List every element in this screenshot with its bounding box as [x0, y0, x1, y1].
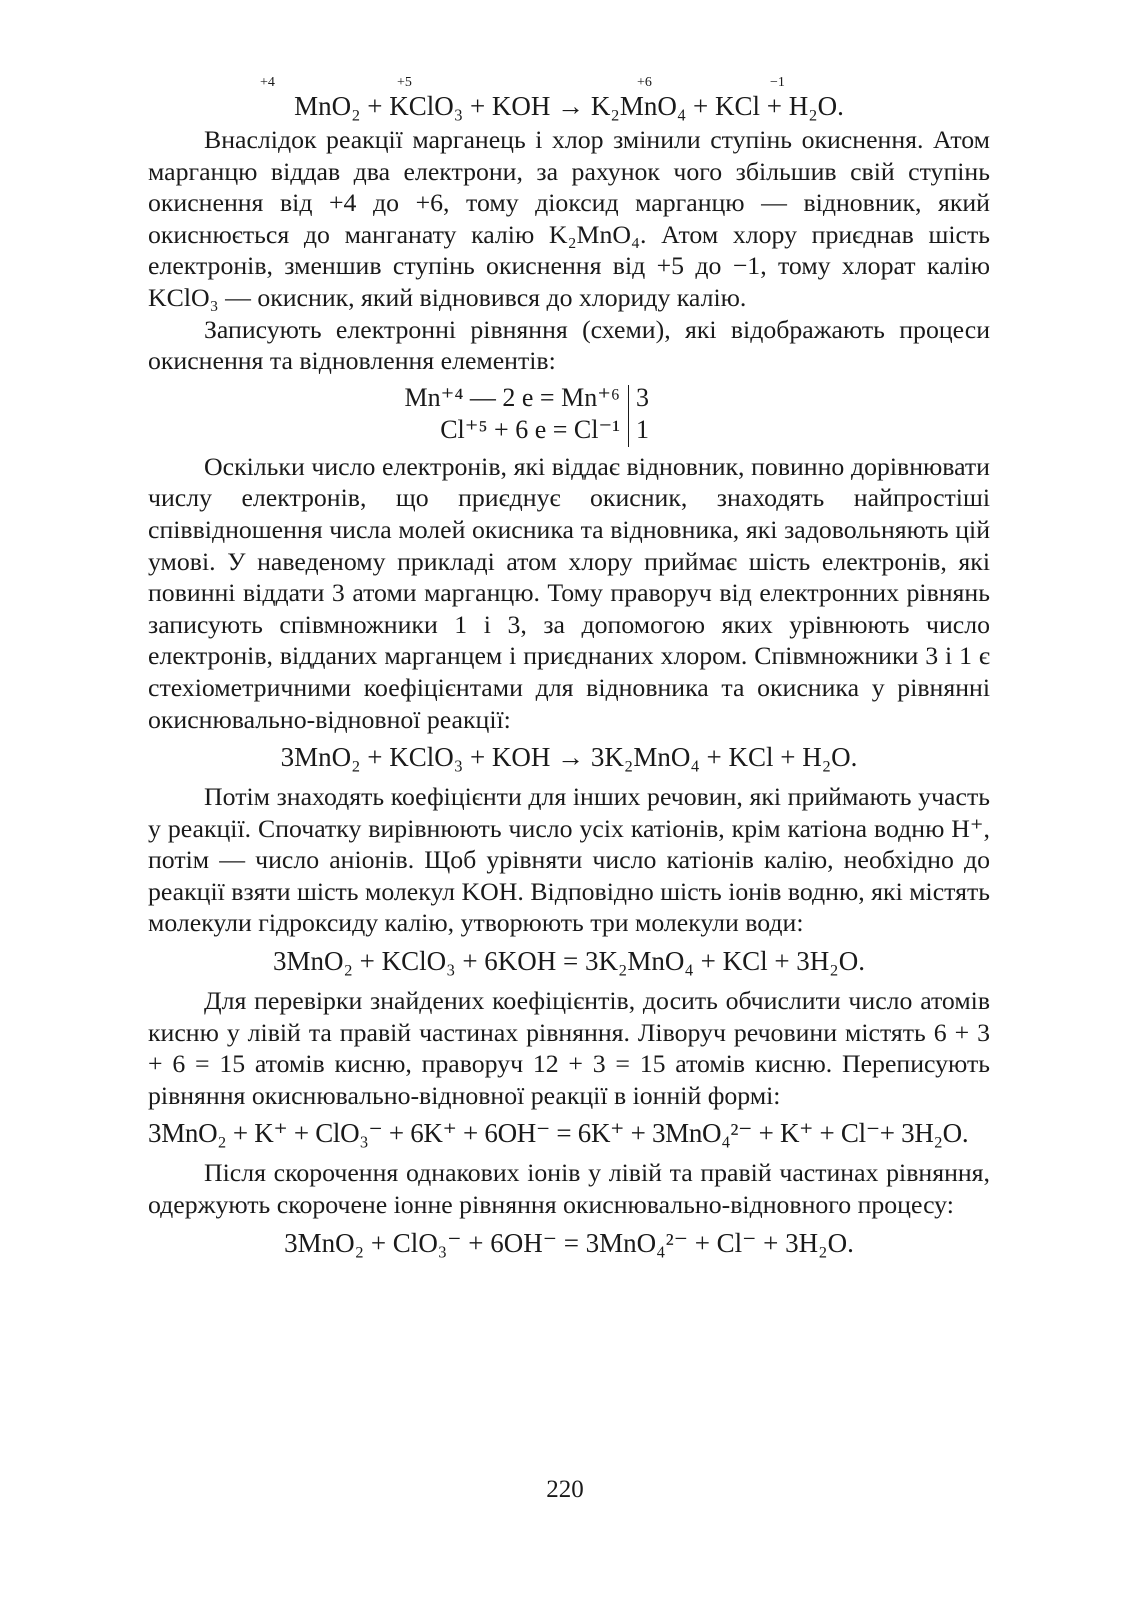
electron-scheme-row-cl: [440, 415, 620, 445]
paragraph-coefficients: Потім знаходять коефіцієнти для інших речовин, які приймають участь у реакції. Спочатку вирівнюють число усіх катіонів, крім катіона водню H⁺, потім — число аніонів. Щоб урівняти число катіонів калію, необхідно до реакції взяти шість молекул KOH. Відповідно шість іонів водню, які містять молекули гідроксиду калію, утворюють три молекули води:: [148, 782, 990, 938]
electron-scheme-row-cl-text: Cl⁺⁵ + 6 e = Cl⁻¹: [440, 414, 620, 444]
page-content: [148, 72, 990, 1267]
paragraph-electron-balance: Оскільки число електронів, які віддає відновник, повинно дорівнювати числу електронів, що приєднує окисник, знаходять найпростіші співвідношення числа молей окисника та відновника, які задовольняють цій умові. У наведеному прикладі атом хлору приймає шість електронів, які повинні віддати 3 атоми марганцю. Тому праворуч від електронних рівнянь записують співмножники 1 і 3, за допомогою яких урівнюють число електронів, відданих марганцем і приєднаних хлором. Співмножники 3 і 1 є стехіометричними коефіцієнтами для відновника та окисника у рівнянні окиснювально-відновної реакції:: [148, 451, 990, 734]
oxidation-state-cl-reactant: +5: [397, 75, 412, 90]
equation-1-text: MnO₂ + KClO₃ + KOH → K₂MnO₄ + KCl + H₂O.: [294, 91, 844, 121]
electron-scheme-row-mn-text: Mn⁺⁴ — 2 e = Mn⁺⁶: [404, 382, 620, 412]
equation-3: 3MnO₂ + KClO₃ + 6KOH = 3K₂MnO₄ + KCl + 3H₂O.: [273, 946, 865, 977]
electron-scheme-row-mn: [404, 383, 620, 413]
equation-4-ionic: 3MnO₂ + K⁺ + ClO₃⁻ + 6K⁺ + 6OH⁻ = 6K⁺ + 3MnO₄²⁻ + K⁺ + Cl⁻+ 3H₂O.: [148, 1118, 969, 1149]
equation-2: 3MnO₂ + KClO₃ + KOH → 3K₂MnO₄ + KCl + H₂O.: [280, 742, 858, 773]
scheme-divider-line: [628, 385, 629, 447]
page-number: 220: [546, 1476, 584, 1503]
multiplier-mn: 3: [636, 382, 649, 412]
paragraph-oxygen-check: Для перевірки знайдених коефіцієнтів, досить обчислити число атомів кисню у лівій та правій частинах рівняння. Ліворуч речовини містять 6 + 3 + 6 = 15 атомів кисню, праворуч 12 + 3 = 15 атомів кисню. Переписують рівняння окиснювально-відновної реакції в іонній формі:: [148, 986, 990, 1110]
oxidation-state-mn-reactant: +4: [260, 75, 275, 90]
paragraph-electron-equations-intro: Записують електронні рівняння (схеми), які відображають процеси окиснення та відновлення елементів:: [148, 314, 990, 376]
multiplier-cl: 1: [636, 414, 649, 444]
paragraph-short-ionic: Після скорочення однакових іонів у лівій та правій частинах рівняння, одержують скорочене іонне рівняння окиснювально-відновного процесу:: [148, 1158, 990, 1220]
paragraph-oxidation-change: Внаслідок реакції марганець і хлор змінили ступінь окиснення. Атом марганцю віддав два електрони, за рахунок чого збільшив свій ступінь окиснення від +4 до +6, тому діоксид марганцю — відновник, який окиснюється до манганату калію K₂MnO₄. Атом хлору приєднав шість електронів, зменшив ступінь окиснення від +5 до −1, тому хлорат калію KClO₃ — окисник, який відновився до хлориду калію.: [148, 125, 990, 312]
electron-balance-scheme: [148, 379, 990, 447]
equation-5-short-ionic: 3MnO₂ + ClO₃⁻ + 6OH⁻ = 3MnO₄²⁻ + Cl⁻ + 3H₂O.: [284, 1227, 854, 1258]
oxidation-state-mn-product: +6: [637, 75, 652, 90]
oxidation-state-cl-product: −1: [770, 75, 785, 90]
equation-1: [148, 72, 990, 124]
